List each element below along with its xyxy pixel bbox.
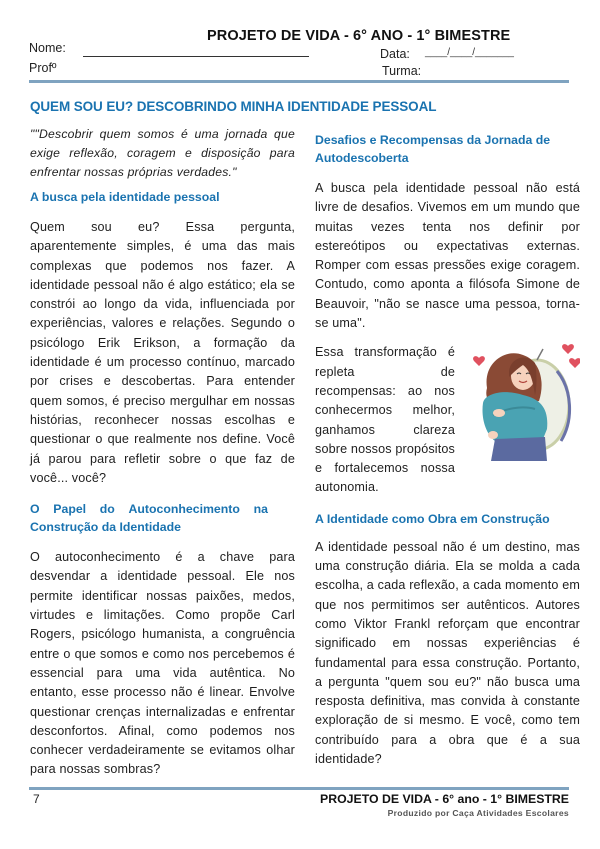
turma-label: Turma: — [382, 64, 422, 78]
nome-label: Nome: — [29, 41, 66, 55]
section-body-busca: Quem sou eu? Essa pergunta, aparentemente simples, é uma das mais complexas que podemos nos fazer. A identidade pessoal não é algo estático; ela se constrói ao longo da vida, influenciada por experiências, valores e relações. Segundo o psicólogo Erik Erikson, a formação da identidade é um processo contínuo, marcado por crises e descobertas. Para entender quem somos, é preciso mergulhar em nossas histórias, reconhecer nossas escolhas e questionar o que realmente nos define. Você já parou para refletir sobre o que faz de você... você? — [30, 220, 295, 485]
section-heading-obra: A Identidade como Obra em Construção — [315, 511, 550, 526]
section-body-obra: A identidade pessoal não é um destino, mas uma construção diária. Ela se molda a cada escolha, a cada reflexão, a cada momento em que nos permitimos ser autênticos. Autores como Viktor Frankl reforçam que encontrar significado em nossas experiências é fundamental para essa construção. Portanto, a pergunta "quem sou eu?" não busca uma resposta definitiva, mas convida à constante exploração de si mesmo. E você, como tem contribuído para a obra que é a sua identidade? — [315, 539, 580, 767]
section-body-desafios: A busca pela identidade pessoal não está livre de desafios. Vivemos em um mundo que muitas vezes tenta nos definir por estereótipos ou expectativas externas. Romper com essas pressões exige coragem. Contudo, como aponta a filósofa Simone de Beauvoir, "não se nasce uma pessoa, torna-se uma". — [315, 181, 580, 331]
heading-word: do — [99, 502, 115, 517]
section-heading-desafios: Desafios e Recompensas da Jornada de Autodescoberta — [315, 133, 551, 165]
header-title: PROJETO DE VIDA - 6° ANO - 1° BIMESTRE — [207, 28, 511, 44]
heading-word: O — [30, 502, 40, 517]
left-column — [30, 125, 295, 790]
section-heading-papel — [30, 500, 295, 536]
header-divider — [29, 80, 569, 83]
footer-title: PROJETO DE VIDA - 6° ano - 1° BIMESTRE — [320, 792, 569, 806]
heading-word: Autoconhecimento — [128, 502, 240, 517]
date-field-blanks[interactable]: ____/____/_______ — [425, 47, 514, 58]
heart-icon — [562, 344, 574, 354]
prof-label: Profº — [29, 61, 57, 75]
heart-icon — [569, 358, 580, 368]
heading-word: na — [253, 502, 268, 517]
right-column — [315, 125, 580, 779]
page-title: QUEM SOU EU? DESCOBRINDO MINHA IDENTIDADE PESSOAL — [30, 99, 437, 114]
section-body-papel: O autoconhecimento é a chave para desvendar a identidade pessoal. Ele nos permite identificar nossas paixões, medos, virtudes e limitações. Como propõe Carl Rogers, psicólogo humanista, a congruência entre o que somos e como nos percebemos é essencial para uma vida autêntica. No entanto, esse processo não é linear. Envolve questionar crenças internalizadas e enfrentar desconfortos. Afinal, como podemos nos conhecer verdadeiramente se evitamos olhar para nossas sombras? — [30, 550, 295, 777]
section-heading-busca: A busca pela identidade pessoal — [30, 190, 220, 204]
footer-divider — [29, 787, 569, 790]
heading-line-2: Construção da Identidade — [30, 520, 181, 535]
heart-icon — [473, 356, 485, 366]
nome-field-line[interactable] — [83, 56, 309, 57]
section-body-recompensas: Essa transformação é repleta de recompensas: ao nos conhecermos melhor, ganhamos clareza sobre nossos propósitos e fortalecemos nossa autonomia. — [315, 345, 455, 495]
woman-hugging-icon — [465, 343, 580, 461]
transformation-row — [315, 343, 580, 507]
heading-word: Papel — [53, 502, 87, 517]
page-number: 7 — [33, 792, 40, 806]
self-hug-illustration — [465, 343, 580, 461]
data-label: Data: — [380, 47, 410, 61]
footer-credit: Produzido por Caça Atividades Escolares — [387, 808, 569, 818]
opening-quote: ""Descobrir quem somos é uma jornada que exige reflexão, coragem e disposição para enfrentar nossas próprias verdades." — [30, 127, 295, 179]
